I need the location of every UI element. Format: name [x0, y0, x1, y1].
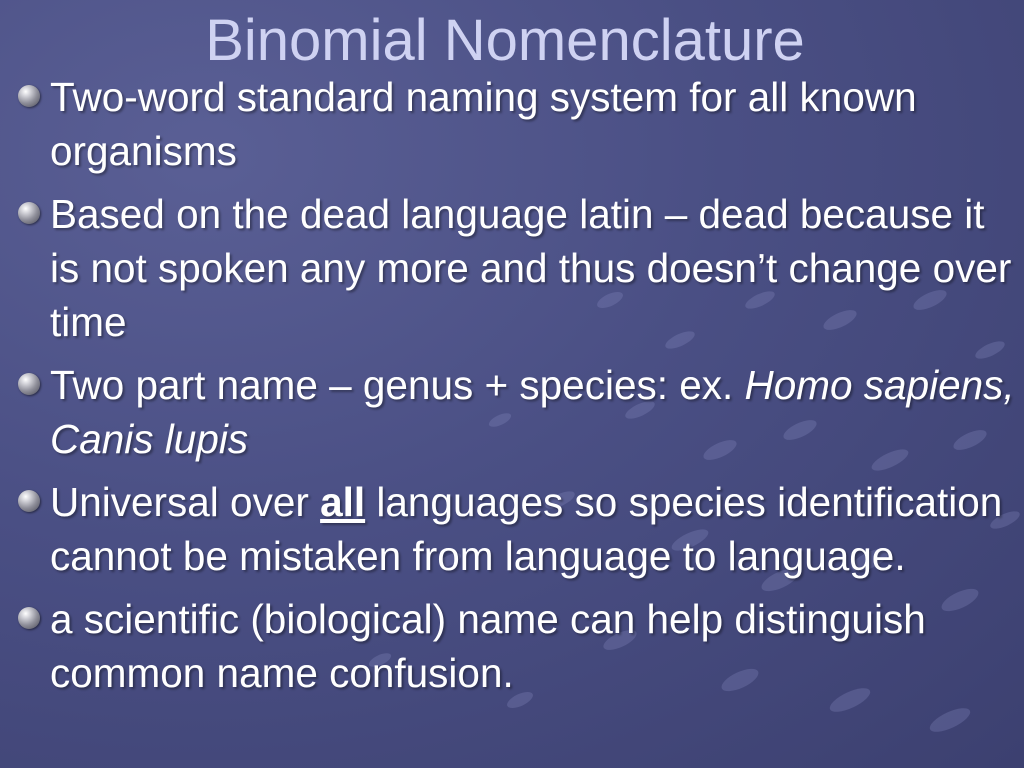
bullet-item — [16, 475, 1022, 583]
bullet-emphasis-text: all — [320, 479, 366, 525]
bullet-text: Two part name – genus + species: ex. — [50, 362, 745, 408]
bullet-text: Two-word standard naming system for all known organisms — [50, 74, 917, 174]
bullet-text: a scientific (biological) name can help distinguish common name confusion. — [50, 596, 926, 696]
bullet-sphere-icon — [18, 85, 40, 107]
bullet-item — [16, 70, 1022, 178]
bullet-text: Based on the dead language latin – dead because it is not spoken any more and thus doesn’t change over time — [50, 191, 1012, 345]
slide-title: Binomial Nomenclature — [205, 8, 805, 73]
bullet-text: Universal over — [50, 479, 321, 525]
bullet-sphere-icon — [18, 373, 40, 395]
bullet-item — [16, 592, 1022, 700]
bullet-italic-text: Homo sapiens, Canis lupis — [50, 362, 1015, 462]
bullet-item — [16, 358, 1022, 466]
bullet-list — [16, 70, 1022, 709]
bullet-sphere-icon — [18, 490, 40, 512]
bullet-sphere-icon — [18, 202, 40, 224]
bullet-text: languages so species identification cannot be mistaken from language to language. — [50, 479, 1003, 579]
bullet-sphere-icon — [18, 607, 40, 629]
bullet-item — [16, 187, 1022, 349]
